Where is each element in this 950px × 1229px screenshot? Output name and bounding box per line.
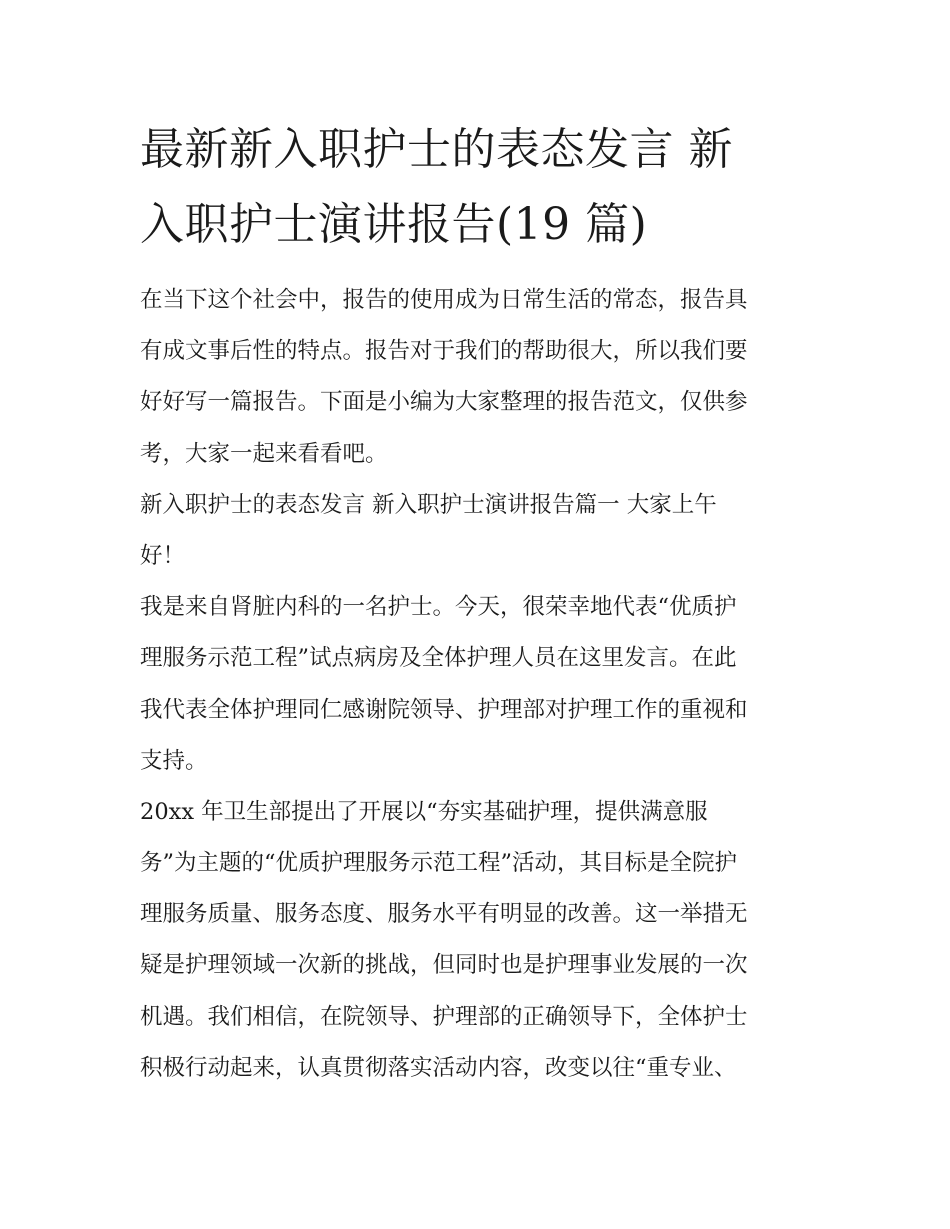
text-line: 机遇。我们相信，在院领导、护理部的正确领导下，全体护士 [140,1003,748,1030]
text-line: 在当下这个社会中，报告的使用成为日常生活的常态，报告具 [140,287,748,313]
paragraph-heading [140,480,830,582]
text-line: 新入职护士的表态发言 新入职护士演讲报告篇一 大家上午 [140,491,717,518]
title-line: 入职护士演讲报告(19 篇) [140,199,648,250]
text-line: 积极行动起来，认真贯彻落实活动内容，改变以往“重专业、 [140,1054,737,1081]
text-line: 务”为主题的“优质护理服务示范工程”活动，其目标是全院护 [140,850,738,877]
text-line: 有成文事后性的特点。报告对于我们的帮助很大，所以我们要 [140,338,748,365]
text-line: 我代表全体护理同仁感谢院领导、护理部对护理工作的重视和 [140,696,748,723]
text-line: 理服务质量、服务态度、服务水平有明显的改善。这一举措无 [140,901,748,928]
text-line: 20xx 年卫生部提出了开展以“夯实基础护理，提供满意服 [140,798,708,825]
text-line: 好好写一篇报告。下面是小编为大家整理的报告范文，仅供参 [140,389,748,416]
text-line: 考，大家一起来看看吧。 [140,440,388,467]
text-line: 我是来自肾脏内科的一名护士。今天，很荣幸地代表“优质护 [140,594,737,621]
text-line: 好！ [140,542,186,569]
paragraph-program [140,787,830,1094]
paragraph-intro [140,275,830,480]
document-body [140,275,830,1094]
text-line: 疑是护理领域一次新的挑战，但同时也是护理事业发展的一次 [140,952,748,979]
document-title [140,112,820,262]
text-line: 支持。 [140,747,208,774]
title-line: 最新新入职护士的表态发言 新 [140,124,733,175]
paragraph-introduction-self [140,582,830,787]
text-line: 理服务示范工程”试点病房及全体护理人员在这里发言。在此 [140,645,737,672]
